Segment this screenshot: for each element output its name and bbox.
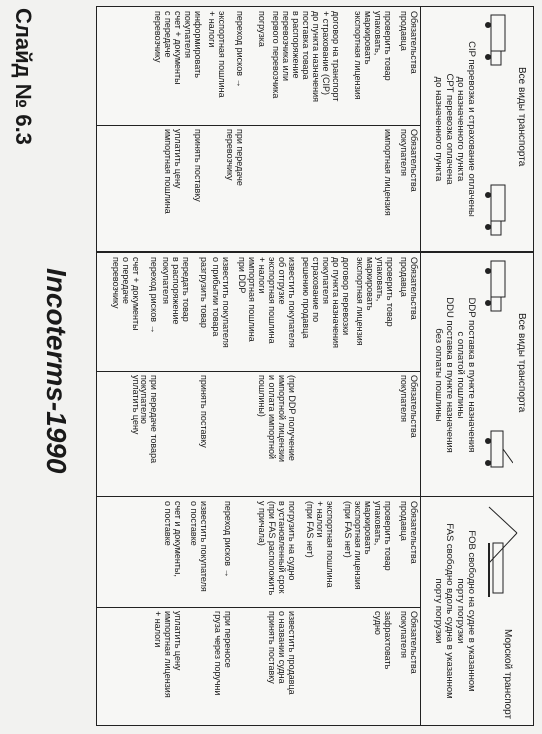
obligation-line: импортная лицензия bbox=[383, 129, 393, 216]
seller-obligation bbox=[237, 257, 297, 348]
document-title: Incoterms-1990 bbox=[41, 268, 72, 474]
buyer-obligation bbox=[199, 375, 209, 448]
obligation-line: о поставке bbox=[163, 501, 173, 546]
obligation-line: покупателю bbox=[139, 375, 149, 424]
obligation-line: счет + документы bbox=[131, 257, 141, 331]
obligation-line: + налоги bbox=[153, 611, 163, 648]
seller-obligation bbox=[257, 11, 267, 47]
ship-crane-icon bbox=[481, 503, 519, 603]
obligation-line: у причала) bbox=[257, 501, 267, 546]
seller-obligation bbox=[163, 501, 183, 577]
seller-obligation bbox=[211, 257, 231, 348]
obligation-line: покупателя bbox=[321, 257, 331, 304]
obligation-line: о передаче bbox=[121, 257, 131, 304]
buyer-obligation bbox=[131, 375, 141, 434]
obligation-line: (при DDP получение bbox=[287, 375, 297, 461]
transport-mode: Все виды транспорта bbox=[516, 313, 527, 413]
obligation-line: экспортная лицензия bbox=[353, 501, 363, 590]
obligation-line: импортная пошлина bbox=[163, 129, 173, 214]
obligation-line: при передаче товара bbox=[149, 375, 159, 464]
seller-obligation bbox=[183, 11, 203, 78]
buyer-column-header: Обязательства покупателя bbox=[399, 611, 419, 674]
obligation-line: погрузить на судно bbox=[287, 501, 297, 581]
obligation-line: зафрахтовать bbox=[383, 611, 393, 670]
buyer-obligation bbox=[163, 129, 183, 214]
obligation-line: (при FAS нет) bbox=[305, 501, 315, 558]
obligation-line: о поставке bbox=[189, 501, 199, 546]
obligation-line: упаковать, bbox=[373, 11, 383, 56]
obligation-line: (при FAS нет) bbox=[343, 501, 353, 558]
seller-obligation bbox=[161, 257, 191, 324]
obligation-line: переход рисков → bbox=[235, 11, 245, 88]
seller-obligation bbox=[235, 11, 245, 88]
obligation-line: груза через поручни bbox=[213, 611, 223, 696]
obligation-line: перевозчику bbox=[111, 257, 121, 309]
obligation-line: передать товар bbox=[181, 257, 191, 322]
obligation-line: проверить товар bbox=[385, 257, 395, 327]
obligation-line: принять поставку bbox=[199, 375, 209, 448]
obligation-line: (при FAS расположить bbox=[267, 501, 277, 596]
obligation-line: погрузка bbox=[257, 11, 267, 47]
seller-obligation bbox=[301, 257, 351, 348]
buyer-obligation bbox=[139, 375, 159, 463]
obligation-line: принять поставку bbox=[193, 129, 203, 202]
buyer-obligation bbox=[383, 129, 393, 216]
obligation-line: при передаче bbox=[235, 129, 245, 186]
obligation-line: при переносе bbox=[223, 611, 233, 668]
panel-ddp-ddu bbox=[96, 252, 534, 498]
obligation-line: о прибытии товара bbox=[211, 257, 221, 337]
obligation-line: страхование по bbox=[311, 257, 321, 323]
obligation-line: маркировать bbox=[363, 11, 373, 65]
obligation-line: до пункта назначения bbox=[331, 257, 341, 349]
buyer-obligation bbox=[267, 611, 297, 695]
panel-cip-cpt bbox=[96, 6, 534, 252]
obligation-line: уплатить цену bbox=[173, 129, 183, 189]
obligation-line: о названии судна bbox=[277, 611, 287, 684]
obligation-line: известить покупателя bbox=[199, 501, 209, 592]
panel-header bbox=[420, 7, 533, 251]
obligation-line: экспортная пошлина bbox=[325, 501, 335, 588]
obligation-line: принять поставку bbox=[267, 611, 277, 684]
obligation-line: + налоги bbox=[315, 501, 325, 538]
buyer-obligation bbox=[213, 611, 233, 695]
obligation-line: поставка товара bbox=[301, 11, 311, 80]
obligation-line: перевозчику bbox=[153, 11, 163, 63]
obligation-line: и оплата импортной bbox=[267, 375, 277, 460]
term-definition: FOB свободно на судне в указанном порту погрузки FAS свободно вдоль судна в указанном порту погрузки bbox=[433, 523, 477, 699]
seller-obligation bbox=[353, 11, 393, 100]
obligation-line: + налоги bbox=[207, 11, 217, 48]
obligation-line: в распоряжение bbox=[171, 257, 181, 325]
obligation-line: известить покупателя bbox=[221, 257, 231, 348]
obligation-line: проверить товар bbox=[383, 11, 393, 81]
transport-mode: Все виды транспорта bbox=[516, 67, 527, 167]
obligation-line: при DDP bbox=[237, 257, 247, 294]
seller-obligation bbox=[257, 501, 297, 595]
obligation-line: разгрузить товар bbox=[199, 257, 209, 328]
obligation-line: экспортная пошлина bbox=[267, 257, 277, 344]
obligation-line: покупателя bbox=[183, 11, 193, 58]
obligation-line: импортная пошлина bbox=[247, 257, 257, 342]
obligation-line: переход рисков → bbox=[149, 257, 159, 334]
panel-header bbox=[420, 497, 533, 725]
obligation-line: известить продавца bbox=[287, 611, 297, 695]
obligation-line: уплатить цену bbox=[173, 611, 183, 671]
buyer-obligation bbox=[225, 129, 245, 186]
obligation-line: экспортная лицензия bbox=[353, 11, 363, 100]
seller-obligation bbox=[271, 11, 311, 98]
obligation-line: с передаче bbox=[163, 11, 173, 58]
seller-obligation bbox=[189, 501, 209, 592]
truck-icon bbox=[483, 259, 513, 319]
obligation-line: договор на транспорт bbox=[331, 11, 341, 102]
obligation-line: об отгрузке bbox=[277, 257, 287, 305]
buyer-column-header: Обязательства покупателя bbox=[399, 375, 419, 438]
obligation-line: перевозчику bbox=[225, 129, 235, 181]
obligation-line: договор перевозки bbox=[341, 257, 351, 336]
obligation-line: в установленный срок bbox=[277, 501, 287, 594]
buyer-obligation bbox=[257, 375, 297, 462]
seller-obligation bbox=[305, 501, 335, 588]
seller-obligation bbox=[311, 11, 341, 102]
buyer-column-header: Обязательства покупателя bbox=[399, 129, 419, 192]
obligation-line: пошлины) bbox=[257, 375, 267, 417]
obligation-line: упаковать, bbox=[375, 257, 385, 302]
term-definition: DDP поставка в пункте назначения с оплатой пошлины DDU поставка в пункте назначения без оплаты пошлины bbox=[433, 297, 477, 453]
obligation-line: покупателя bbox=[161, 257, 171, 304]
buyer-obligation bbox=[373, 611, 393, 669]
panel-fob-fas bbox=[96, 496, 534, 726]
seller-column-header: Обязательства продавца bbox=[399, 257, 419, 320]
seller-column-header: Обязательства продавца bbox=[399, 501, 419, 564]
truck-icon bbox=[483, 183, 513, 243]
seller-column-header: Обязательства продавца bbox=[399, 11, 419, 74]
obligation-line: экспортная лицензия bbox=[355, 257, 365, 346]
obligation-line: счет и документы, bbox=[173, 501, 183, 577]
obligation-line: переход рисков → bbox=[223, 501, 233, 578]
obligation-line: известить покупателя bbox=[287, 257, 297, 348]
obligation-line: счет + документы bbox=[173, 11, 183, 85]
crane-truck-icon bbox=[483, 429, 513, 489]
obligation-line: проверить товар bbox=[383, 501, 393, 571]
seller-obligation bbox=[199, 257, 209, 328]
seller-obligation bbox=[111, 257, 141, 331]
panel-header bbox=[420, 253, 533, 497]
obligation-line: импортной лицензии bbox=[277, 375, 287, 463]
seller-obligation bbox=[223, 501, 233, 578]
truck-icon bbox=[483, 13, 513, 73]
obligation-line: уплатить цену bbox=[131, 375, 141, 435]
seller-obligation bbox=[343, 501, 393, 590]
seller-obligation bbox=[207, 11, 227, 98]
obligation-line: маркировать bbox=[365, 257, 375, 311]
obligation-line: упаковать, bbox=[373, 501, 383, 546]
obligation-line: экспортная пошлина bbox=[217, 11, 227, 98]
buyer-obligation bbox=[193, 129, 203, 202]
obligation-line: информировать bbox=[193, 11, 203, 78]
obligation-line: до пункта назначения bbox=[311, 11, 321, 103]
obligation-line: судно bbox=[373, 611, 383, 635]
buyer-obligation bbox=[153, 611, 183, 698]
obligation-line: в распоряжение bbox=[291, 11, 301, 79]
seller-obligation bbox=[153, 11, 183, 85]
obligation-line: маркировать bbox=[363, 501, 373, 555]
obligation-line: + налоги bbox=[257, 257, 267, 294]
obligation-line: импортная лицензия bbox=[163, 611, 173, 698]
obligation-line: первого перевозчика bbox=[271, 11, 281, 99]
seller-obligation bbox=[355, 257, 395, 346]
obligation-line: + страхование (CIP) bbox=[321, 11, 331, 95]
obligation-line: перевозчика или bbox=[281, 11, 291, 81]
seller-obligation bbox=[149, 257, 159, 334]
term-definition: CIP перевозка и страхование оплачены до назначенного пункта CPT перевозка оплачена до назначенного пункта bbox=[433, 41, 477, 217]
transport-mode: Морской транспорт bbox=[502, 629, 513, 720]
slide-title: Слайд № 6.3 bbox=[11, 8, 36, 145]
obligation-line: решению продавца bbox=[301, 257, 311, 339]
